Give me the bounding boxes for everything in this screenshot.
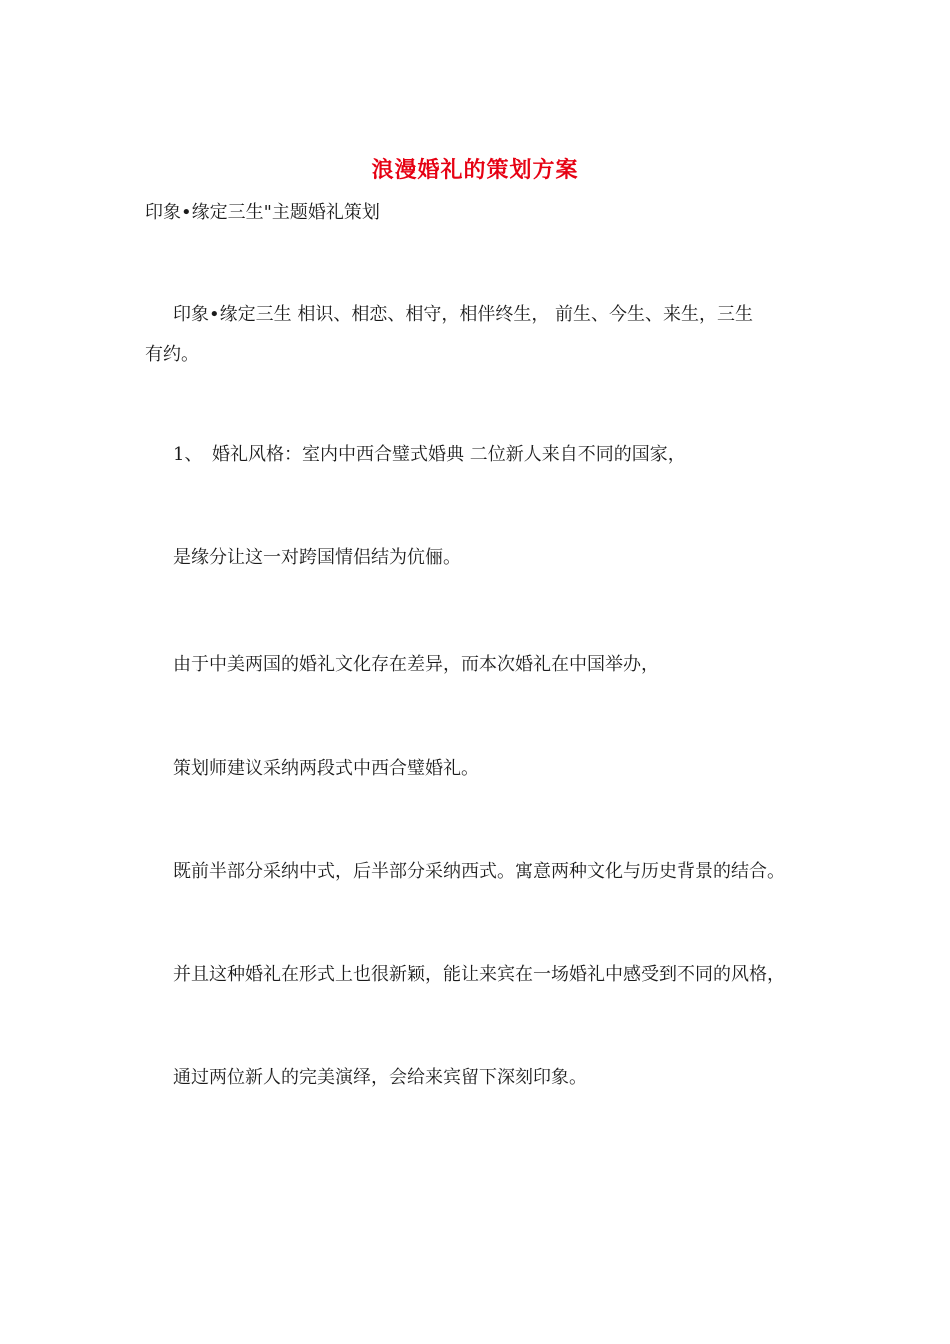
- paragraph: 是缘分让这一对跨国情侣结为伉俪。: [173, 547, 461, 568]
- paragraph: 由于中美两国的婚礼文化存在差异，而本次婚礼在中国举办，: [173, 654, 659, 675]
- document-title: 浪漫婚礼的策划方案: [371, 157, 579, 183]
- paragraph: 既前半部分采纳中式，后半部分采纳西式。寓意两种文化与历史背景的结合。: [173, 861, 785, 882]
- paragraph: 通过两位新人的完美演绎，会给来宾留下深刻印象。: [173, 1067, 587, 1088]
- document-subtitle: 印象•缘定三生"主题婚礼策划: [145, 202, 380, 223]
- paragraph: 并且这种婚礼在形式上也很新颖，能让来宾在一场婚礼中感受到不同的风格，: [173, 964, 785, 985]
- list-item-text: 婚礼风格：室内中西合璧式婚典 二位新人来自不同的国家，: [212, 444, 686, 465]
- list-item-number: 1、: [173, 444, 203, 465]
- intro-line-2: 有约。: [145, 344, 199, 365]
- paragraph: 策划师建议采纳两段式中西合璧婚礼。: [173, 758, 479, 779]
- intro-line-1: 印象•缘定三生 相识、相恋、相守，相伴终生， 前生、今生、来生，三生: [173, 304, 754, 325]
